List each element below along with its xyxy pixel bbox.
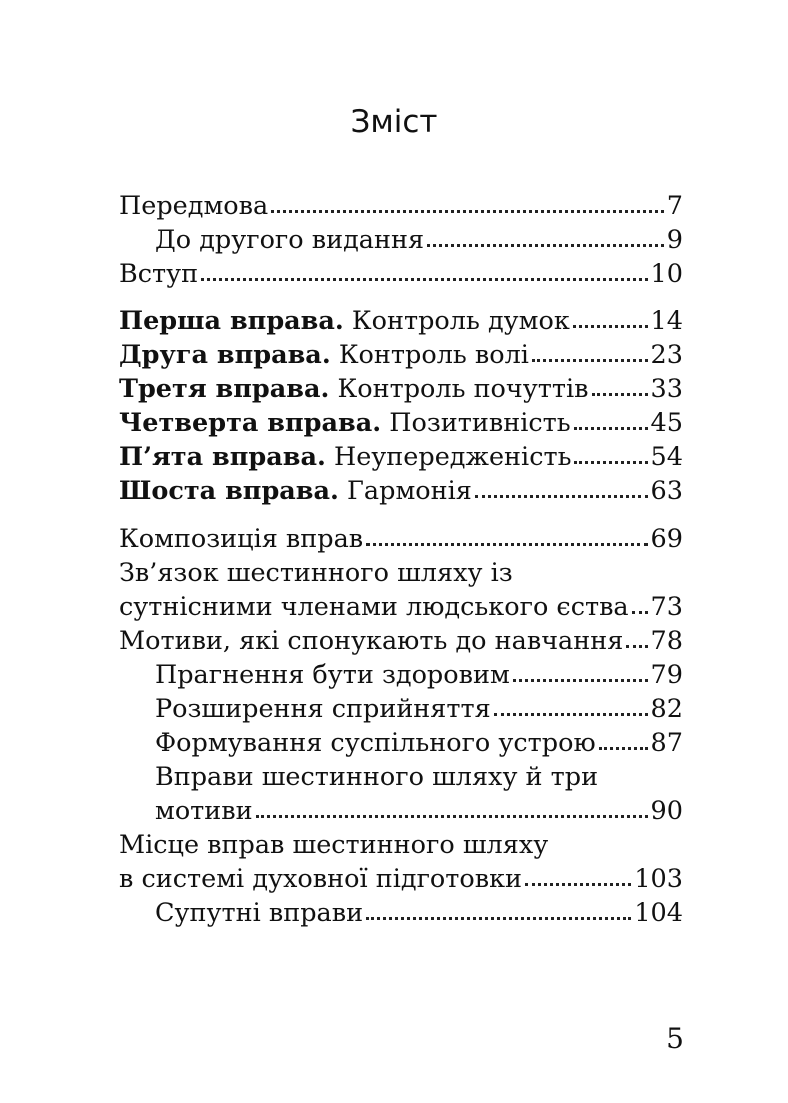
dot-leader	[592, 393, 648, 396]
toc-entry	[119, 304, 683, 338]
toc-entry-page: 78	[650, 626, 683, 656]
toc-entry-label	[119, 338, 529, 372]
table-of-contents	[119, 189, 683, 930]
exercise-number: Друга вправа.	[119, 340, 331, 370]
toc-entry-page: 87	[650, 728, 683, 758]
toc-entry-first-line	[119, 828, 683, 862]
toc-entry	[119, 624, 683, 658]
toc-entry-page: 79	[650, 660, 683, 690]
dot-leader	[513, 679, 648, 682]
toc-entry-label: Мотиви, які спонукають до навчання	[119, 626, 624, 656]
toc-entry	[119, 372, 683, 406]
toc-entry	[119, 257, 683, 291]
dot-leader	[494, 713, 648, 716]
toc-entry-page: 104	[634, 898, 683, 928]
exercise-title: Контроль почуттів	[329, 374, 589, 404]
toc-entry	[119, 862, 683, 896]
toc-entry	[119, 223, 683, 257]
toc-entry-first-line	[119, 760, 683, 794]
toc-entry-page: 10	[650, 259, 683, 289]
toc-entry-first-line	[119, 556, 683, 590]
toc-entry	[119, 658, 683, 692]
toc-entry	[119, 522, 683, 556]
toc-entry-label: в системі духовної підготовки	[119, 864, 523, 894]
exercise-number: Перша вправа.	[119, 306, 344, 336]
toc-entry-label: сутнісними членами людського єства	[119, 592, 629, 622]
dot-leader	[626, 645, 647, 648]
dot-leader	[256, 815, 648, 818]
toc-entry-page: 14	[650, 306, 683, 336]
toc-entry-label: Розширення сприйняття	[155, 694, 491, 724]
toc-entry-label-line1: Зв’язок шестинного шляху із	[119, 558, 513, 588]
toc-entry-label	[119, 304, 570, 338]
dot-leader	[525, 883, 631, 886]
toc-entry-label	[119, 474, 472, 508]
toc-entry-page: 63	[650, 476, 683, 506]
toc-entry-page: 9	[666, 225, 683, 255]
toc-entry	[119, 189, 683, 223]
toc-entry-label: Вступ	[119, 259, 199, 289]
toc-entry-label: До другого видання	[155, 225, 425, 255]
toc-entry-page: 33	[650, 374, 683, 404]
toc-entry-label	[119, 372, 589, 406]
toc-entry-label	[119, 440, 571, 474]
toc-entry-label-line1: Вправи шестинного шляху й три	[155, 762, 599, 792]
exercise-title: Позитивність	[381, 408, 571, 438]
toc-entry-page: 103	[634, 864, 683, 894]
toc-entry-label: мотиви	[155, 796, 253, 826]
toc-entry-page: 54	[650, 442, 683, 472]
dot-leader	[475, 495, 648, 498]
exercise-number: Четверта вправа.	[119, 408, 382, 438]
dot-leader	[366, 917, 631, 920]
toc-entry	[119, 692, 683, 726]
toc-entry	[119, 896, 683, 930]
dot-leader	[532, 359, 648, 362]
toc-entry	[119, 590, 683, 624]
dot-leader	[271, 210, 664, 213]
exercise-title: Неупередженість	[325, 442, 572, 472]
toc-entry-label: Супутні вправи	[155, 898, 364, 928]
exercise-title: Контроль думок	[343, 306, 570, 336]
dot-leader	[599, 747, 648, 750]
exercise-number: Шоста вправа.	[119, 476, 339, 506]
page-title: Зміст	[350, 104, 438, 140]
toc-entry-label: Передмова	[119, 191, 269, 221]
toc-entry-label: Прагнення бути здоровим	[155, 660, 510, 690]
toc-entry	[119, 474, 683, 508]
toc-entry	[119, 726, 683, 760]
toc-entry	[119, 338, 683, 372]
exercise-number: Третя вправа.	[119, 374, 330, 404]
toc-entry-label	[119, 406, 571, 440]
toc-entry-page: 7	[666, 191, 683, 221]
exercise-title: Контроль волі	[330, 340, 529, 370]
toc-entry-page: 90	[650, 796, 683, 826]
toc-entry-page: 45	[650, 408, 683, 438]
toc-entry	[119, 406, 683, 440]
toc-entry-page: 73	[650, 592, 683, 622]
dot-leader	[632, 611, 648, 614]
dot-leader	[574, 461, 647, 464]
toc-entry	[119, 440, 683, 474]
page-number: 5	[666, 1022, 684, 1055]
toc-entry-page: 69	[650, 524, 683, 554]
dot-leader	[574, 427, 648, 430]
toc-entry-page: 23	[650, 340, 683, 370]
toc-entry-page: 82	[650, 694, 683, 724]
dot-leader	[427, 244, 664, 247]
toc-entry-label: Композиція вправ	[119, 524, 364, 554]
dot-leader	[366, 543, 647, 546]
dot-leader	[573, 325, 648, 328]
exercise-number: П’ята вправа.	[119, 442, 326, 472]
exercise-title: Гармонія	[338, 476, 472, 506]
toc-entry-label: Формування суспільного устрою	[155, 728, 596, 758]
toc-entry	[119, 794, 683, 828]
dot-leader	[201, 278, 647, 281]
toc-entry-label-line1: Місце вправ шестинного шляху	[119, 830, 549, 860]
